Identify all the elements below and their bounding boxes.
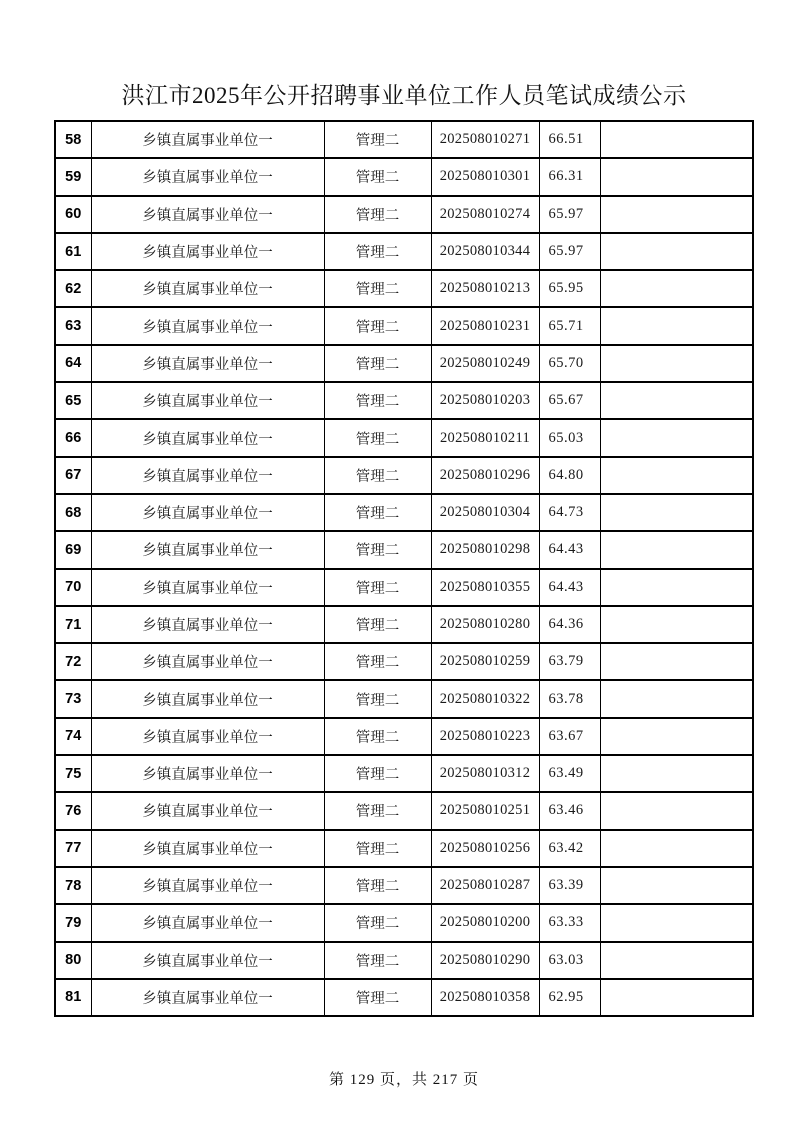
unit-cell: 乡镇直属事业单位一: [91, 606, 324, 643]
table-row: [55, 121, 753, 158]
row-number-cell: 66: [55, 419, 91, 456]
score-cell: 66.31: [539, 158, 600, 195]
row-number-cell: 69: [55, 531, 91, 568]
score-cell: 65.95: [539, 270, 600, 307]
unit-cell: 乡镇直属事业单位一: [91, 158, 324, 195]
exam-number-cell: 202508010287: [431, 867, 539, 904]
exam-number-cell: 202508010271: [431, 121, 539, 158]
exam-number-cell: 202508010203: [431, 382, 539, 419]
score-cell: 63.67: [539, 718, 600, 755]
score-cell: 63.33: [539, 904, 600, 941]
exam-number-cell: 202508010274: [431, 196, 539, 233]
position-cell: 管理二: [324, 307, 431, 344]
remark-cell: [600, 382, 753, 419]
remark-cell: [600, 196, 753, 233]
row-number-cell: 61: [55, 233, 91, 270]
row-number-cell: 74: [55, 718, 91, 755]
score-cell: 64.36: [539, 606, 600, 643]
position-cell: 管理二: [324, 121, 431, 158]
page-footer: 第 129 页，共 217 页: [328, 1072, 479, 1088]
position-cell: 管理二: [324, 233, 431, 270]
position-cell: 管理二: [324, 345, 431, 382]
exam-number-cell: 202508010259: [431, 643, 539, 680]
row-number-cell: 78: [55, 867, 91, 904]
position-cell: 管理二: [324, 569, 431, 606]
unit-cell: 乡镇直属事业单位一: [91, 830, 324, 867]
unit-cell: 乡镇直属事业单位一: [91, 531, 324, 568]
score-cell: 65.97: [539, 233, 600, 270]
unit-cell: 乡镇直属事业单位一: [91, 792, 324, 829]
position-cell: 管理二: [324, 270, 431, 307]
score-cell: 63.03: [539, 942, 600, 979]
row-number-cell: 64: [55, 345, 91, 382]
table-row: [55, 792, 753, 829]
score-cell: 63.49: [539, 755, 600, 792]
score-cell: 63.78: [539, 680, 600, 717]
remark-cell: [600, 680, 753, 717]
score-table: [54, 120, 754, 1017]
remark-cell: [600, 718, 753, 755]
table-row: [55, 196, 753, 233]
unit-cell: 乡镇直属事业单位一: [91, 307, 324, 344]
unit-cell: 乡镇直属事业单位一: [91, 233, 324, 270]
score-cell: 63.46: [539, 792, 600, 829]
row-number-cell: 79: [55, 904, 91, 941]
remark-cell: [600, 457, 753, 494]
table-row: [55, 382, 753, 419]
row-number-cell: 75: [55, 755, 91, 792]
score-table-body: [55, 121, 753, 1016]
remark-cell: [600, 419, 753, 456]
exam-number-cell: 202508010200: [431, 904, 539, 941]
table-row: [55, 158, 753, 195]
exam-number-cell: 202508010358: [431, 979, 539, 1016]
remark-cell: [600, 307, 753, 344]
remark-cell: [600, 345, 753, 382]
row-number-cell: 72: [55, 643, 91, 680]
position-cell: 管理二: [324, 196, 431, 233]
unit-cell: 乡镇直属事业单位一: [91, 569, 324, 606]
remark-cell: [600, 158, 753, 195]
row-number-cell: 76: [55, 792, 91, 829]
remark-cell: [600, 494, 753, 531]
row-number-cell: 81: [55, 979, 91, 1016]
exam-number-cell: 202508010301: [431, 158, 539, 195]
exam-number-cell: 202508010231: [431, 307, 539, 344]
score-cell: 64.43: [539, 569, 600, 606]
table-row: [55, 531, 753, 568]
unit-cell: 乡镇直属事业单位一: [91, 382, 324, 419]
table-row: [55, 494, 753, 531]
position-cell: 管理二: [324, 718, 431, 755]
row-number-cell: 67: [55, 457, 91, 494]
row-number-cell: 80: [55, 942, 91, 979]
unit-cell: 乡镇直属事业单位一: [91, 345, 324, 382]
table-row: [55, 457, 753, 494]
exam-number-cell: 202508010211: [431, 419, 539, 456]
remark-cell: [600, 606, 753, 643]
row-number-cell: 62: [55, 270, 91, 307]
remark-cell: [600, 904, 753, 941]
table-row: [55, 867, 753, 904]
position-cell: 管理二: [324, 382, 431, 419]
table-row: [55, 345, 753, 382]
score-cell: 62.95: [539, 979, 600, 1016]
row-number-cell: 71: [55, 606, 91, 643]
unit-cell: 乡镇直属事业单位一: [91, 196, 324, 233]
position-cell: 管理二: [324, 680, 431, 717]
remark-cell: [600, 643, 753, 680]
position-cell: 管理二: [324, 979, 431, 1016]
unit-cell: 乡镇直属事业单位一: [91, 718, 324, 755]
table-row: [55, 755, 753, 792]
exam-number-cell: 202508010322: [431, 680, 539, 717]
exam-number-cell: 202508010304: [431, 494, 539, 531]
score-cell: 66.51: [539, 121, 600, 158]
exam-number-cell: 202508010249: [431, 345, 539, 382]
score-cell: 64.73: [539, 494, 600, 531]
table-row: [55, 643, 753, 680]
remark-cell: [600, 531, 753, 568]
position-cell: 管理二: [324, 942, 431, 979]
unit-cell: 乡镇直属事业单位一: [91, 643, 324, 680]
remark-cell: [600, 830, 753, 867]
table-row: [55, 979, 753, 1016]
row-number-cell: 68: [55, 494, 91, 531]
row-number-cell: 63: [55, 307, 91, 344]
position-cell: 管理二: [324, 457, 431, 494]
position-cell: 管理二: [324, 606, 431, 643]
exam-number-cell: 202508010355: [431, 569, 539, 606]
score-cell: 64.80: [539, 457, 600, 494]
unit-cell: 乡镇直属事业单位一: [91, 680, 324, 717]
row-number-cell: 60: [55, 196, 91, 233]
remark-cell: [600, 979, 753, 1016]
row-number-cell: 70: [55, 569, 91, 606]
unit-cell: 乡镇直属事业单位一: [91, 942, 324, 979]
row-number-cell: 59: [55, 158, 91, 195]
score-cell: 64.43: [539, 531, 600, 568]
score-cell: 63.79: [539, 643, 600, 680]
page-title: 洪江市2025年公开招聘事业单位工作人员笔试成绩公示: [121, 83, 687, 108]
row-number-cell: 65: [55, 382, 91, 419]
exam-number-cell: 202508010298: [431, 531, 539, 568]
score-cell: 65.70: [539, 345, 600, 382]
exam-number-cell: 202508010223: [431, 718, 539, 755]
exam-number-cell: 202508010256: [431, 830, 539, 867]
table-row: [55, 680, 753, 717]
unit-cell: 乡镇直属事业单位一: [91, 867, 324, 904]
position-cell: 管理二: [324, 643, 431, 680]
score-cell: 65.97: [539, 196, 600, 233]
position-cell: 管理二: [324, 830, 431, 867]
unit-cell: 乡镇直属事业单位一: [91, 755, 324, 792]
unit-cell: 乡镇直属事业单位一: [91, 270, 324, 307]
unit-cell: 乡镇直属事业单位一: [91, 494, 324, 531]
position-cell: 管理二: [324, 419, 431, 456]
row-number-cell: 58: [55, 121, 91, 158]
table-row: [55, 606, 753, 643]
table-row: [55, 942, 753, 979]
unit-cell: 乡镇直属事业单位一: [91, 419, 324, 456]
position-cell: 管理二: [324, 792, 431, 829]
document-page: [54, 0, 754, 1017]
score-cell: 65.71: [539, 307, 600, 344]
table-row: [55, 233, 753, 270]
table-row: [55, 307, 753, 344]
exam-number-cell: 202508010312: [431, 755, 539, 792]
exam-number-cell: 202508010280: [431, 606, 539, 643]
remark-cell: [600, 867, 753, 904]
exam-number-cell: 202508010251: [431, 792, 539, 829]
exam-number-cell: 202508010296: [431, 457, 539, 494]
position-cell: 管理二: [324, 494, 431, 531]
score-cell: 63.42: [539, 830, 600, 867]
table-row: [55, 904, 753, 941]
table-row: [55, 569, 753, 606]
exam-number-cell: 202508010213: [431, 270, 539, 307]
row-number-cell: 73: [55, 680, 91, 717]
remark-cell: [600, 755, 753, 792]
exam-number-cell: 202508010290: [431, 942, 539, 979]
score-cell: 65.67: [539, 382, 600, 419]
position-cell: 管理二: [324, 904, 431, 941]
unit-cell: 乡镇直属事业单位一: [91, 121, 324, 158]
table-row: [55, 718, 753, 755]
position-cell: 管理二: [324, 755, 431, 792]
unit-cell: 乡镇直属事业单位一: [91, 979, 324, 1016]
score-cell: 63.39: [539, 867, 600, 904]
position-cell: 管理二: [324, 867, 431, 904]
row-number-cell: 77: [55, 830, 91, 867]
remark-cell: [600, 121, 753, 158]
position-cell: 管理二: [324, 158, 431, 195]
exam-number-cell: 202508010344: [431, 233, 539, 270]
table-row: [55, 830, 753, 867]
remark-cell: [600, 233, 753, 270]
remark-cell: [600, 792, 753, 829]
remark-cell: [600, 270, 753, 307]
table-row: [55, 419, 753, 456]
unit-cell: 乡镇直属事业单位一: [91, 457, 324, 494]
unit-cell: 乡镇直属事业单位一: [91, 904, 324, 941]
score-cell: 65.03: [539, 419, 600, 456]
remark-cell: [600, 569, 753, 606]
table-row: [55, 270, 753, 307]
position-cell: 管理二: [324, 531, 431, 568]
remark-cell: [600, 942, 753, 979]
